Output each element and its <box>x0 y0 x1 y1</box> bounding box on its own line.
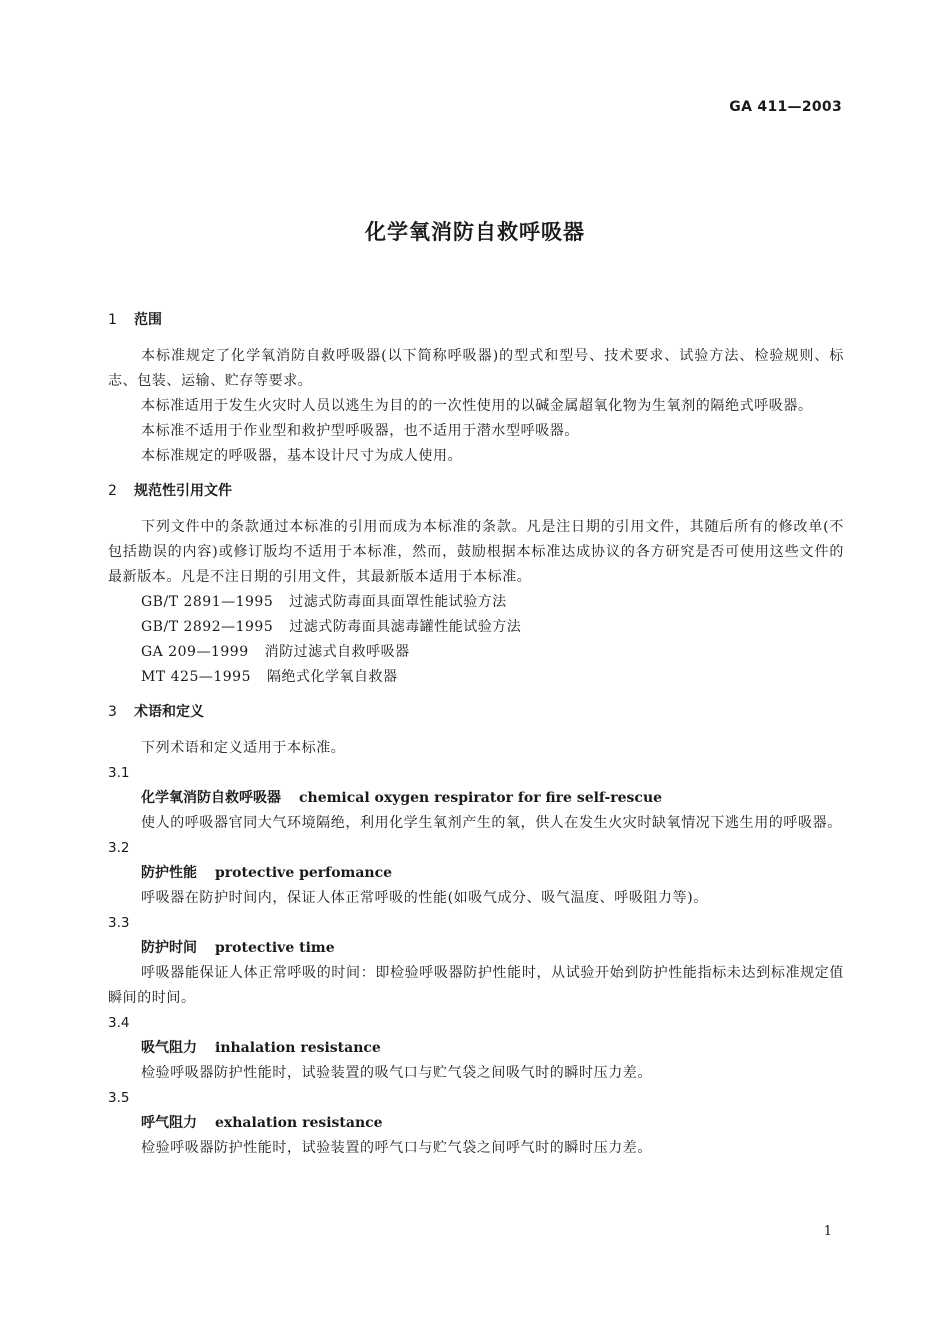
reference-item: GA 209—1999 消防过滤式自救呼吸器 <box>141 644 410 660</box>
term-definition: 检验呼吸器防护性能时，试验装置的呼气口与贮气袋之间呼气时的瞬时压力差。 <box>141 1140 652 1156</box>
reference-item: MT 425—1995 隔绝式化学氧自救器 <box>141 669 398 685</box>
section-heading-terms-definitions: 3 术语和定义 <box>108 704 204 720</box>
section-heading-scope: 1 范围 <box>108 312 162 328</box>
term-definition: 使人的呼吸器官同大气环境隔绝，利用化学生氧剂产生的氧，供人在发生火灾时缺氧情况下逃生用的呼吸器。 <box>141 815 842 831</box>
paragraph: 本标准规定了化学氧消防自救呼吸器(以下简称呼吸器)的型式和型号、技术要求、试验方法、检验规则、标志、包装、运输、贮存等要求。 <box>108 348 844 389</box>
term-number: 3.1 <box>108 765 130 781</box>
term-number: 3.4 <box>108 1015 130 1031</box>
term-definition: 呼吸器能保证人体正常呼吸的时间：即检验呼吸器防护性能时，从试验开始到防护性能指标未达到标准规定值瞬间的时间。 <box>108 965 844 1006</box>
section-heading-normative-references: 2 规范性引用文件 <box>108 483 232 499</box>
term-number: 3.5 <box>108 1090 130 1106</box>
page-number: 1 <box>823 1224 832 1239</box>
term-number: 3.2 <box>108 840 130 856</box>
term-name: 吸气阻力 inhalation resistance <box>141 1040 381 1056</box>
term-name: 化学氧消防自救呼吸器 chemical oxygen respirator for fire self-rescue <box>141 790 663 806</box>
term-number: 3.3 <box>108 915 130 931</box>
document-title: 化学氧消防自救呼吸器 <box>365 220 585 244</box>
term-name: 防护时间 protective time <box>141 940 335 956</box>
paragraph: 本标准规定的呼吸器，基本设计尺寸为成人使用。 <box>141 448 463 464</box>
term-name: 呼气阻力 exhalation resistance <box>141 1115 383 1131</box>
reference-item: GB/T 2891—1995 过滤式防毒面具面罩性能试验方法 <box>141 594 507 610</box>
reference-item: GB/T 2892—1995 过滤式防毒面具滤毒罐性能试验方法 <box>141 619 522 635</box>
term-definition: 检验呼吸器防护性能时，试验装置的吸气口与贮气袋之间吸气时的瞬时压力差。 <box>141 1065 652 1081</box>
paragraph: 下列术语和定义适用于本标准。 <box>141 740 346 756</box>
paragraph: 本标准不适用于作业型和救护型呼吸器，也不适用于潜水型呼吸器。 <box>141 423 579 439</box>
term-name: 防护性能 protective perfomance <box>141 865 393 881</box>
document-body <box>108 308 844 1161</box>
paragraph: 下列文件中的条款通过本标准的引用而成为本标准的条款。凡是注日期的引用文件，其随后所有的修改单(不包括勘误的内容)或修订版均不适用于本标准，然而，鼓励根据本标准达成协议的各方研究是否可使用这些文件的最新版本。凡是不注日期的引用文件，其最新版本适用于本标准。 <box>108 519 844 585</box>
paragraph: 本标准适用于发生火灾时人员以逃生为目的的一次性使用的以碱金属超氧化物为生氧剂的隔绝式呼吸器。 <box>141 398 813 414</box>
term-definition: 呼吸器在防护时间内，保证人体正常呼吸的性能(如吸气成分、吸气温度、呼吸阻力等)。 <box>141 890 708 906</box>
standard-number: GA 411—2003 <box>729 99 842 115</box>
